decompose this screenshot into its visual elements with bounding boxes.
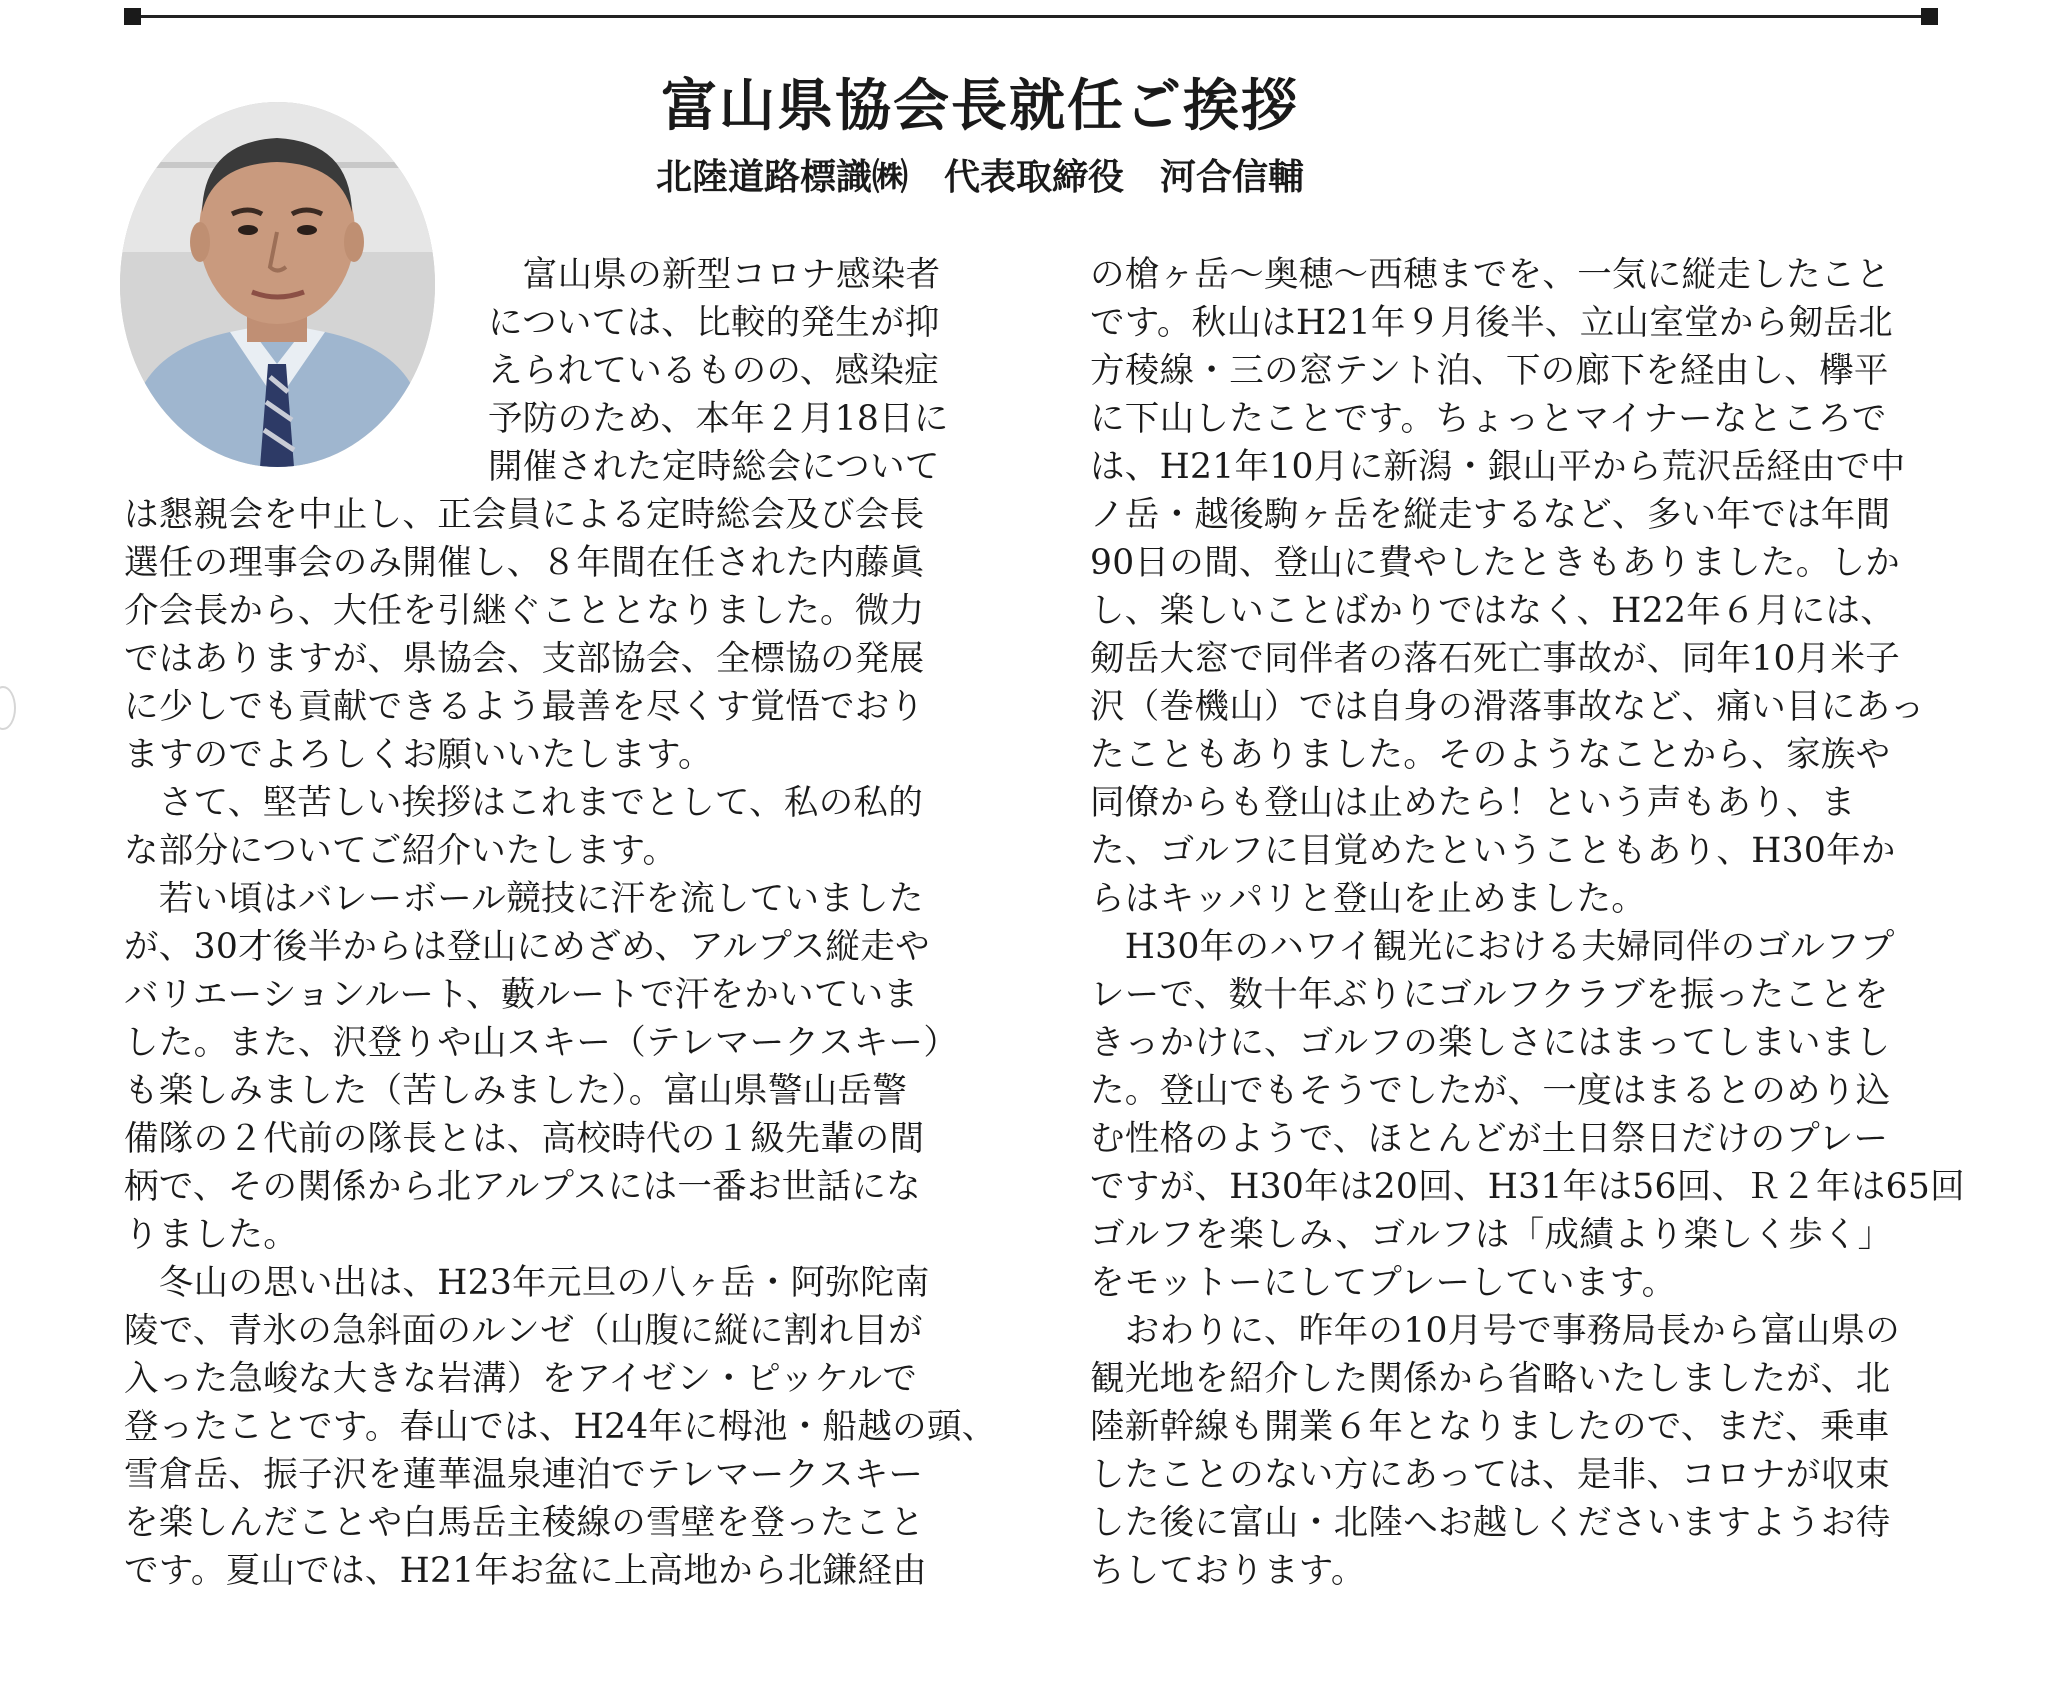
body-line: については、比較的発生が抑 [488,303,940,343]
body-line: ノ岳・越後駒ヶ岳を縦走するなど、多い年では年間 [1090,495,1891,535]
body-line: H30年のハワイ観光における夫婦同伴のゴルフプ [1090,927,1895,967]
author-byline: 北陸道路標識㈱ 代表取締役 河合信輔 [655,157,1304,198]
author-portrait-illustration [120,102,435,467]
body-line: 入った急峻な大きな岩溝）をアイゼン・ピッケルで [124,1359,918,1399]
body-line: 備隊の２代前の隊長とは、高校時代の１級先輩の間 [124,1119,925,1159]
body-line: 90日の間、登山に費やしたときもありました。しか [1090,543,1901,583]
body-line: 陵で、青氷の急斜面のルンゼ（山腹に縦に割れ目が [124,1311,923,1351]
body-line: 介会長から、大任を引継ぐこととなりました。微力 [124,591,925,631]
body-line: の槍ヶ岳～奥穂～西穂までを、一気に縦走したこと [1090,255,1891,295]
body-line: た。登山でもそうでしたが、一度はまるとのめり込 [1090,1071,1891,1111]
body-line: に少しでも貢献できるよう最善を尽くす覚悟でおり [124,687,925,727]
body-line: 方稜線・三の窓テント泊、下の廊下を経由し、欅平 [1090,351,1889,391]
body-line: し、楽しいことばかりではなく、H22年６月には、 [1090,591,1895,631]
body-line: 同僚からも登山は止めたら！という声もあり、ま [1090,783,1856,823]
body-line: ではありますが、県協会、支部協会、全標協の発展 [124,639,925,679]
page-edge-mark [0,686,16,730]
body-line: が、30才後半からは登山にめざめ、アルプス縦走や [124,927,930,967]
body-line: む性格のようで、ほとんどが土日祭日だけのプレー [1090,1119,1889,1159]
body-line: 柄で、その関係から北アルプスには一番お世話にな [124,1167,921,1207]
body-line: らはキッパリと登山を止めました。 [1090,879,1647,919]
body-line: は懇親会を中止し、正会員による定時総会及び会長 [124,495,925,535]
body-line: きっかけに、ゴルフの楽しさにはまってしまいまし [1090,1023,1891,1063]
body-line: たこともありました。そのようなことから、家族や [1090,735,1891,775]
header-rule-cap-right [1921,8,1938,25]
body-line: 若い頃はバレーボール競技に汗を流していました [124,879,924,919]
header-rule [130,15,1930,18]
body-line: な部分についてご紹介いたします。 [124,831,678,871]
body-line: ますのでよろしくお願いいたします。 [124,735,713,775]
body-line: 雪倉岳、振子沢を蓮華温泉連泊でテレマークスキー [124,1455,924,1495]
article-title: 富山県協会長就任ご挨拶 [661,73,1299,139]
body-line: た、ゴルフに目覚めたということもあり、H30年か [1090,831,1896,871]
body-line: をモットーにしてプレーしています。 [1090,1263,1677,1303]
body-line: 剱岳大窓で同伴者の落石死亡事故が、同年10月米子 [1090,639,1901,679]
body-line: 沢（巻機山）では自身の滑落事故など、痛い目にあっ [1090,687,1925,727]
body-line: 観光地を紹介した関係から省略いたしましたが、北 [1090,1359,1891,1399]
body-line: に下山したことです。ちょっとマイナーなところで [1090,399,1887,439]
body-line: 陸新幹線も開業６年となりましたので、まだ、乗車 [1090,1407,1890,1447]
body-line: レーで、数十年ぶりにゴルフクラブを振ったことを [1090,975,1889,1015]
body-line: です。夏山では、H21年お盆に上高地から北鎌経由 [124,1551,927,1591]
body-line: ゴルフを楽しみ、ゴルフは「成績より楽しく歩く」 [1090,1215,1893,1255]
body-line: えられているものの、感染症 [488,351,940,391]
header-rule-cap-left [124,8,141,25]
body-line: した後に富山・北陸へお越しくださいますようお待 [1090,1503,1891,1543]
body-line: ですが、H30年は20回、H31年は56回、Ｒ２年は65回 [1090,1167,1965,1207]
body-line: さて、堅苦しい挨拶はこれまでとして、私の私的 [124,783,924,823]
body-line: ちしております。 [1090,1551,1366,1591]
body-line: 予防のため、本年２月18日に [488,399,949,439]
body-line: した。また、沢登りや山スキー（テレマークスキー） [124,1023,959,1063]
body-line: おわりに、昨年の10月号で事務局長から富山県の [1090,1311,1901,1351]
body-line: です。秋山はH21年９月後半、立山室堂から剱岳北 [1090,303,1893,343]
body-line: 登ったことです。春山では、H24年に栂池・船越の頭、 [124,1407,997,1447]
body-line: 開催された定時総会について [488,447,940,487]
body-line: は、H21年10月に新潟・銀山平から荒沢岳経由で中 [1090,447,1906,487]
body-line: 富山県の新型コロナ感染者 [488,255,941,295]
body-line: バリエーションルート、藪ルートで汗をかいていま [124,975,919,1015]
body-line: を楽しんだことや白馬岳主稜線の雪壁を登ったこと [124,1503,925,1543]
author-portrait [120,102,435,467]
body-line: 選任の理事会のみ開催し、８年間在任された内藤眞 [124,543,925,583]
body-line: りました。 [124,1215,298,1255]
body-line: も楽しみました（苦しみました）。富山県警山岳警 [124,1071,908,1111]
body-line: したことのない方にあっては、是非、コロナが収束 [1090,1455,1891,1495]
body-line: 冬山の思い出は、H23年元旦の八ヶ岳・阿弥陀南 [124,1263,930,1303]
